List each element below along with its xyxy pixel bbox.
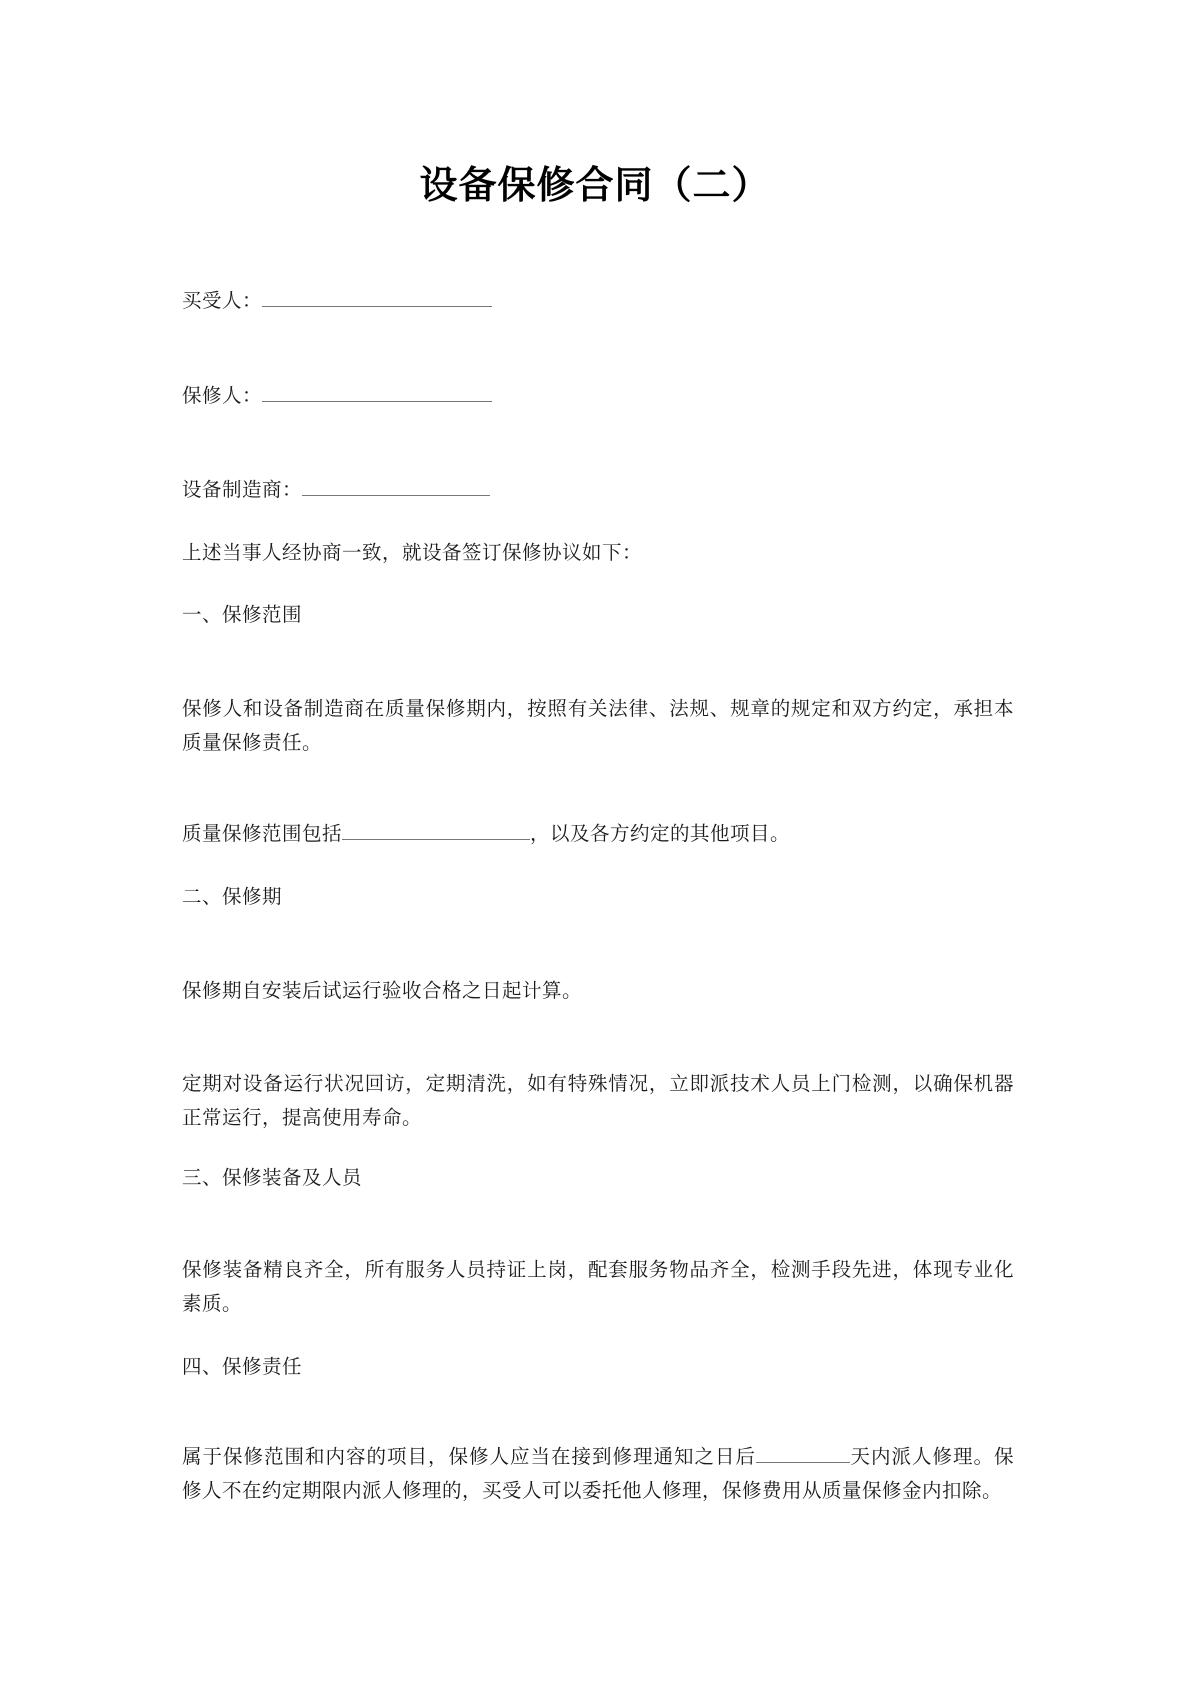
equipment-paragraph: 保修装备精良齐全，所有服务人员持证上岗，配套服务物品齐全，检测手段先进，体现专业化素质。 <box>182 1258 1014 1315</box>
manufacturer-blank[interactable] <box>302 473 490 496</box>
responsibility-text-after: 天内派人修理。保修人不在约定期限内派人修理的，买受人可以委托他人修理，保修费用从质量保修金内扣除。 <box>182 1445 1014 1502</box>
responsibility-text-before: 属于保修范围和内容的项目，保修人应当在接到修理通知之日后 <box>182 1445 756 1468</box>
warrantor-label: 保修人： <box>182 384 263 407</box>
warrantor-field-row <box>182 379 1014 413</box>
buyer-field-row <box>182 284 1014 318</box>
period-maintenance-paragraph: 定期对设备运行状况回访，定期清洗，如有特殊情况，立即派技术人员上门检测，以确保机器正常运行，提高使用寿命。 <box>182 1072 1014 1129</box>
scope-range-blank[interactable] <box>342 817 530 840</box>
section-heading-scope: 一、保修范围 <box>182 603 303 626</box>
manufacturer-field-row <box>182 473 1014 507</box>
warrantor-blank[interactable] <box>262 379 492 402</box>
intro-text: 上述当事人经协商一致，就设备签订保修协议如下： <box>182 541 643 564</box>
buyer-blank[interactable] <box>262 284 492 307</box>
scope-paragraph: 保修人和设备制造商在质量保修期内，按照有关法律、法规、规章的规定和双方约定，承担本质量保修责任。 <box>182 697 1014 754</box>
manufacturer-label: 设备制造商： <box>182 478 303 501</box>
scope-range-paragraph <box>182 817 1014 851</box>
scope-range-text-before: 质量保修范围包括 <box>182 822 343 845</box>
section-heading-period: 二、保修期 <box>182 885 283 908</box>
document-title: 设备保修合同（二） <box>419 162 771 207</box>
responsibility-paragraph <box>182 1440 1014 1508</box>
scope-range-text-after: ，以及各方约定的其他项目。 <box>530 822 791 845</box>
repair-days-blank[interactable] <box>756 1440 850 1463</box>
section-heading-responsibility: 四、保修责任 <box>182 1355 303 1378</box>
buyer-label: 买受人： <box>182 289 263 312</box>
section-heading-equipment: 三、保修装备及人员 <box>182 1166 363 1189</box>
period-start-paragraph: 保修期自安装后试运行验收合格之日起计算。 <box>182 979 583 1002</box>
